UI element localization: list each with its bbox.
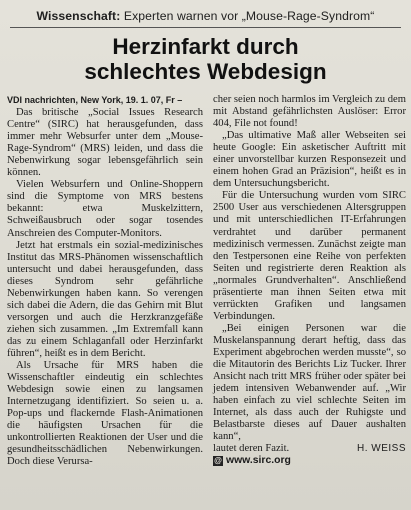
article-paragraph: Jetzt hat erstmals ein sozial-medizinisches Institut das MRS-Phänomen wissenschaftlich untersucht und dabei herausgefunden, dass dieses Syndrom sehr gefährliche Nebenwirkungen haben kann. So verengen sich dabei die Adern, die das Gehirn mit Blut versorgen und auch die Herzkranzgefäße ziehen sich zusammen. „Im Extremfall kann das zu einem Schlaganfall oder Herzinfarkt führen“, heißt es in dem Bericht.	[7, 239, 203, 359]
divider-rule	[10, 27, 401, 28]
headline-line-1: Herzinfarkt durch	[112, 34, 299, 59]
kicker-text: Experten warnen vor „Mouse-Rage-Syndrom“	[123, 9, 375, 23]
closing-text: lautet deren Fazit.	[213, 443, 290, 455]
web-link	[213, 455, 406, 467]
article-paragraph: Vielen Websurfern und Online-Shoppern sind die Symptome von MRS bestens bekannt: etwa Muskelzittern, Schweißausbruch oder sogar tosendes Anschreien des Computer-Monitors.	[7, 179, 203, 239]
article-column-right	[213, 94, 406, 467]
headline-line-2: schlechtes Webdesign	[84, 59, 327, 84]
at-icon: @	[214, 456, 222, 466]
section-label: Wissenschaft:	[36, 9, 121, 23]
article-paragraph: „Das ultimative Maß aller Webseiten sei heute Google: Ein asketischer Auftritt mit einer unvorstellbar kurzen Responsezeit und einem hohen Grad an Präzision“, heißt es in dem Untersuchungsbericht.	[213, 130, 406, 190]
dateline: VDI nachrichten, New York, 19. 1. 07, Fr –	[7, 95, 183, 105]
author: H. WEISS	[356, 443, 406, 455]
article-paragraph: Das britische „Social Issues Research Centre“ (SIRC) hat herausgefunden, dass immer mehr Websurfer unter dem „Mouse-Rage-Syndrom“ (MRS) leiden, und dass die Nebenwirkung sogar lebensgefährlich sein können.	[7, 107, 203, 179]
article-paragraph: cher seien noch harmlos im Vergleich zu dem mit Abstand gefährlichsten Auslöser: Error 404, File not found!	[213, 94, 406, 130]
headline	[0, 34, 411, 84]
section-kicker	[0, 9, 411, 23]
article-paragraph: Als Ursache für MRS haben die Wissenschaftler eindeutig ein schlechtes Webdesign sowie einen zu langsamen Internetzugang identifiziert. So seien u. a. Pop-ups und flackernde Flash-Animationen die häufigsten Ursachen für die unkontrollierten Reaktionen der User und die gesundheitsschädlichen Nebenwirkungen. Doch diese Verursa-	[7, 360, 203, 468]
signoff	[213, 443, 406, 455]
article-column-left	[7, 94, 203, 468]
article-paragraph: Für die Untersuchung wurden vom SIRC 2500 User aus verschiedenen Altersgruppen und mit unterschiedlichen IT-Erfahrungen verdrahtet und darüber permanent medizinisch vermessen. Zunächst zeigte man den Testpersonen eine Reihe von perfekten Seiten und registrierte deren Reaktion als „normales Grundverhalten“. Anschließend präsentierte man ihnen Seiten etwa mit verrückten Grafiken und langsamen Verbindungen.	[213, 190, 406, 322]
web-link-text: www.sirc.org	[226, 455, 291, 467]
article-paragraph: „Bei einigen Personen war die Muskelanspannung derart heftig, dass das Experiment abgebrochen werden musste“, so die Mitautorin des Berichts Liz Tucker. Ihrer Ansicht nach tritt MRS früher oder später bei jedem intensiven Webanwender auf. „Wir haben einfach zu viel schlechte Seiten im Internet, als dass auch der Ruhigste und Belastbarste dieses auf Dauer aushalten kann“,	[213, 322, 406, 443]
article-paragraph	[7, 94, 203, 107]
